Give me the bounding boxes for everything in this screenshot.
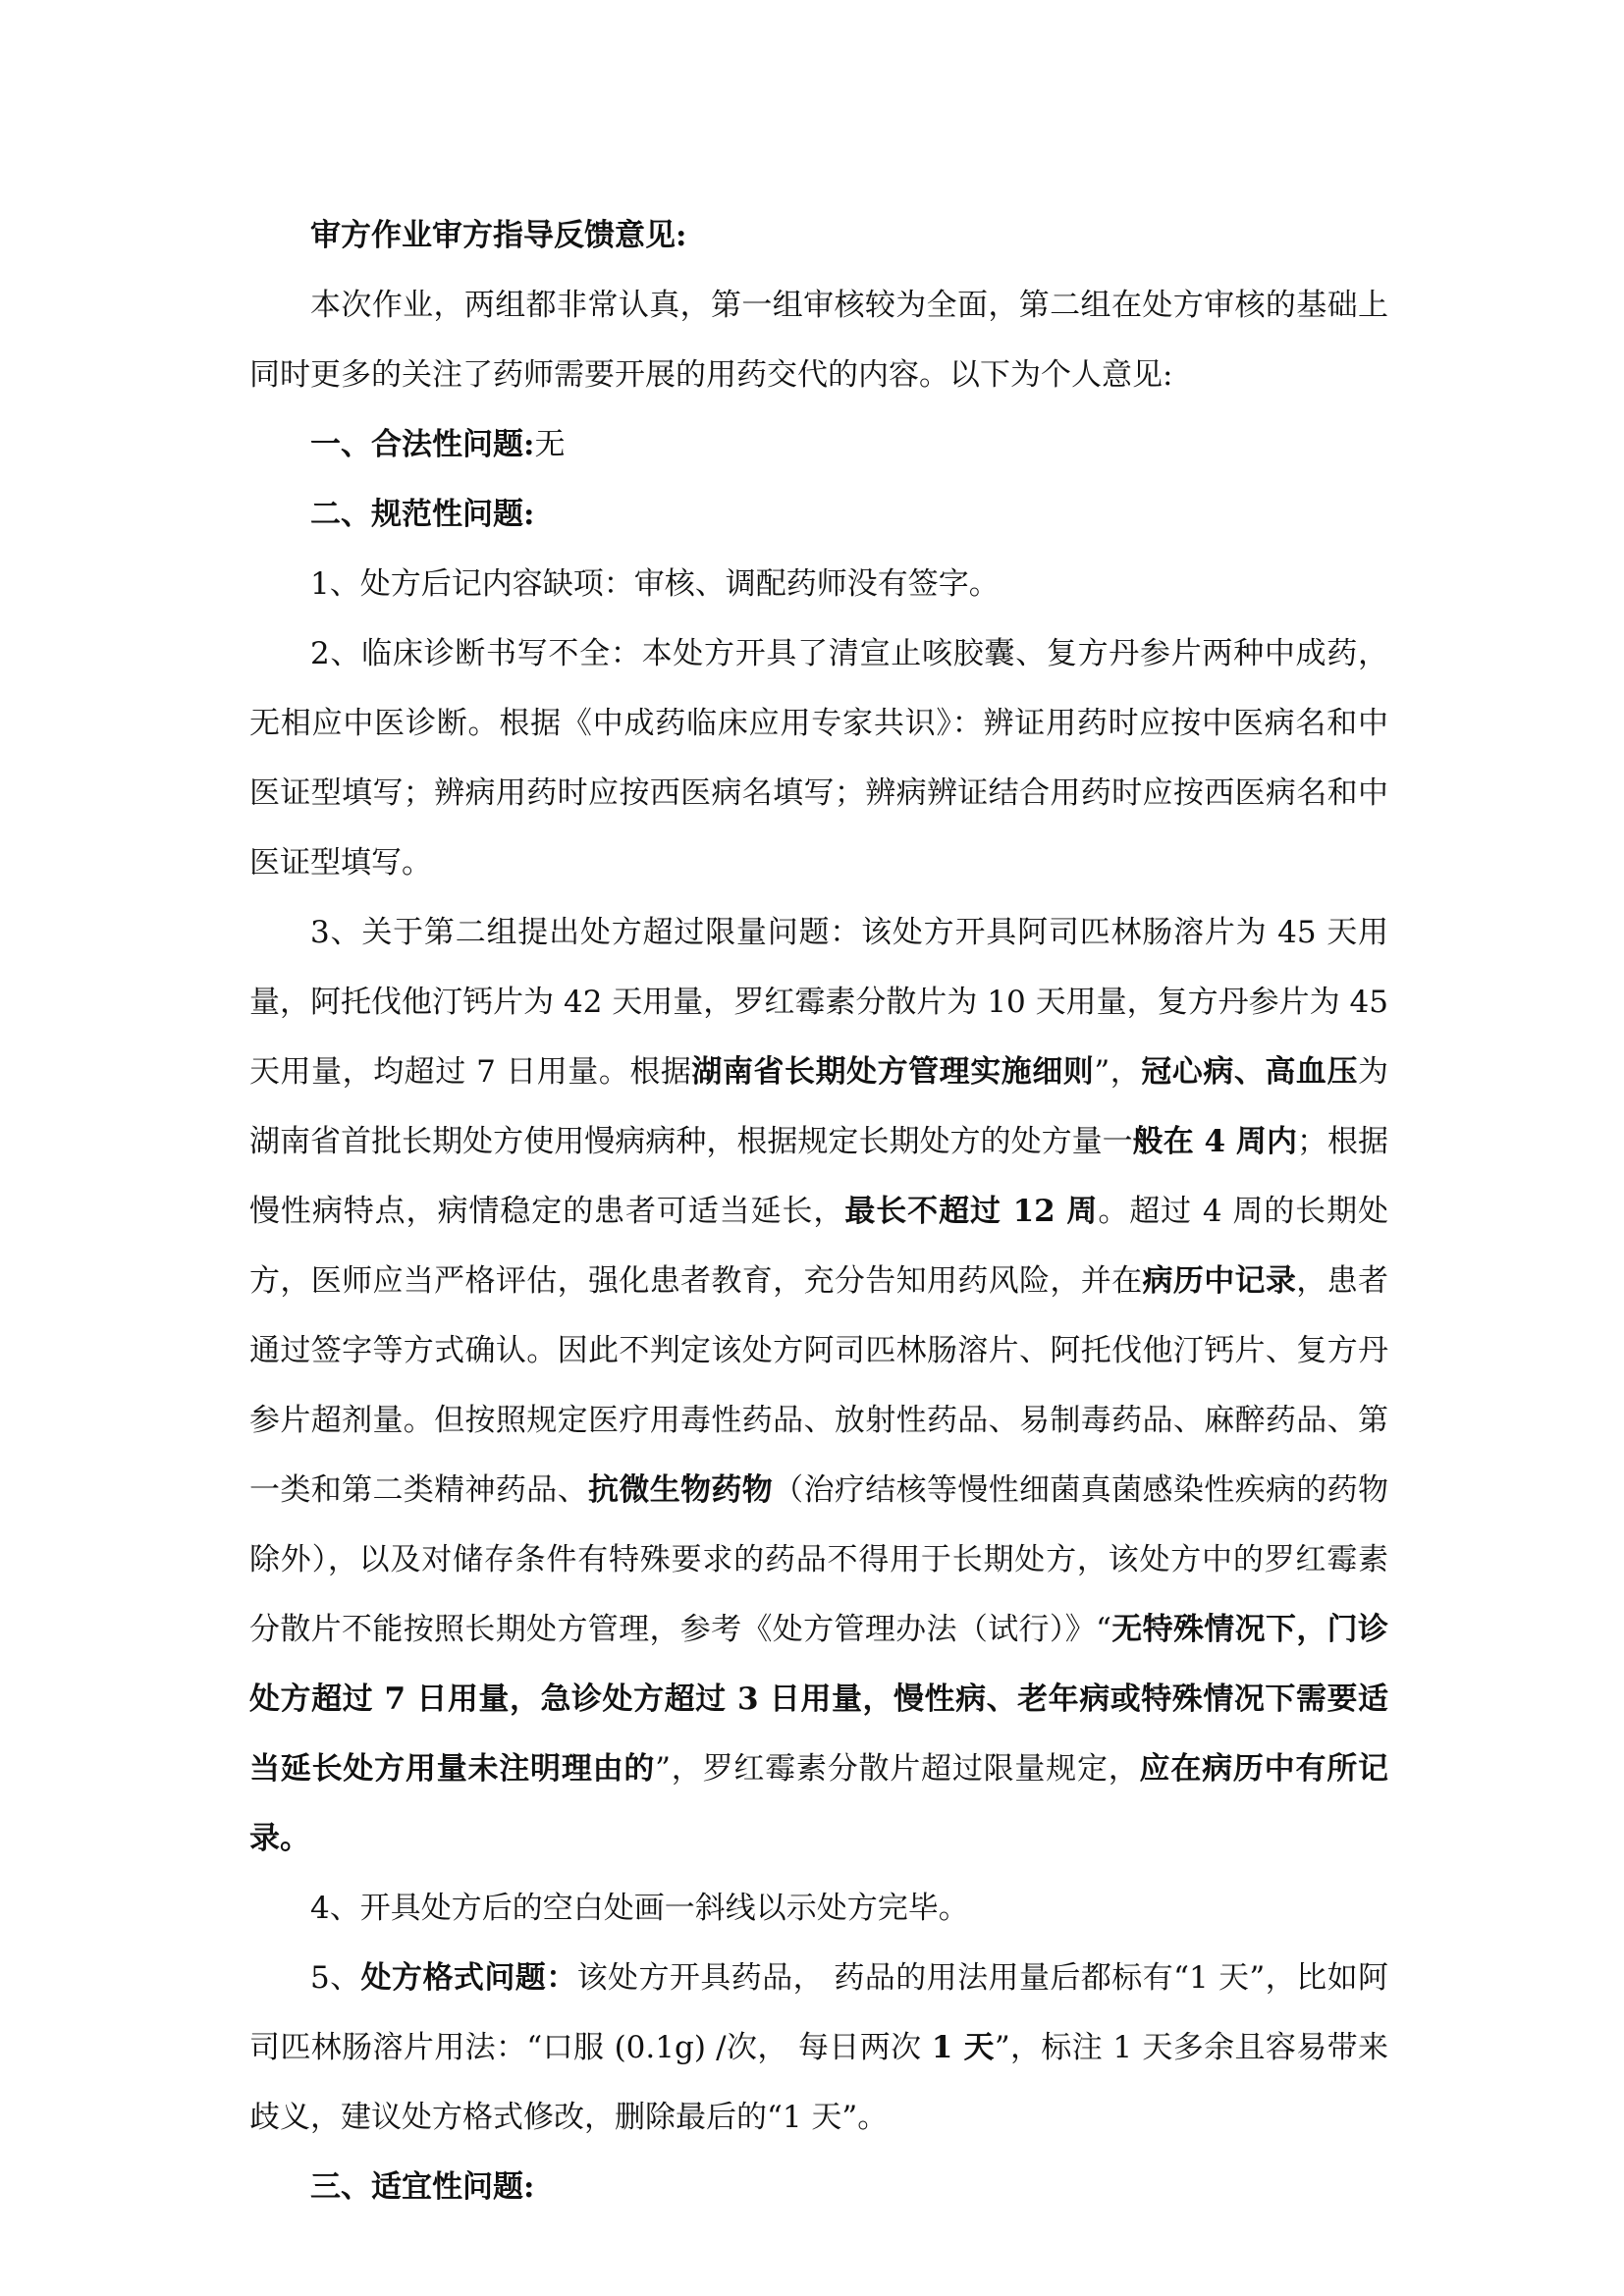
item5-bold-2: 1 天: [931, 2030, 995, 2065]
section-suitability-heading: 三、适宜性问题:: [310, 2169, 535, 2205]
standard-item-1: 1、处方后记内容缺项：审核、调配药师没有签字。: [310, 566, 1000, 602]
document-title: 审方作业审方指导反馈意见:: [310, 218, 687, 253]
item3-text-3: 为湖南省首批长期处方使用慢病病种，根据规定长期处方的处方量一: [249, 1054, 1388, 1159]
intro-paragraph: 本次作业，两组都非常认真，第一组审核较为全面，第二组在处方审核的基础上同时更多的关注了药师需要开展的用药交代的内容。以下为个人意见:: [249, 288, 1388, 393]
item3-bold-5: 病历中记录: [1142, 1263, 1297, 1299]
section-legality: [249, 410, 1388, 480]
item3-text-6: ，患者通过签字等方式确认。因此不判定该处方阿司匹林肠溶片、阿托伐他汀钙片、复方丹参片超剂量。但按照规定医疗用毒性药品、放射性药品、易制毒药品、麻醉药品、第一类和第二类精神药品、: [249, 1263, 1389, 1508]
item3-bold-6: 抗微生物药物: [587, 1472, 774, 1508]
item3-text-2: ”，: [1094, 1054, 1142, 1090]
item3-text-8: ”，罗红霉素分散片超过限量规定，: [655, 1751, 1140, 1787]
item3-bold-8: 应在病历中有所记录。: [249, 1751, 1389, 1856]
item3-bold-1: 湖南省长期处方管理实施细则: [691, 1054, 1095, 1090]
item3-bold-3: 般在 4 周内: [1132, 1124, 1297, 1159]
item3-bold-7: 无特殊情况下，门诊处方超过 7 日用量，急诊处方超过 3 日用量，慢性病、老年病或特殊情况下需要适当延长处方用量未注明理由的: [249, 1612, 1388, 1787]
item3-bold-4: 最长不超过 12 周: [844, 1194, 1099, 1229]
standard-item-4: 4、开具处方后的空白处画一斜线以示处方完毕。: [310, 1891, 969, 1926]
item3-text-7: （治疗结核等慢性细菌真菌感染性疾病的药物除外），以及对储存条件有特殊要求的药品不得用于长期处方，该处方中的罗红霉素分散片不能按照长期处方管理，参考《处方管理办法（试行）》“: [249, 1472, 1389, 1647]
standard-item-3: [249, 898, 1388, 1874]
item5-text-1: 5、: [310, 1960, 361, 1996]
standard-item-2: 2、临床诊断书写不全：本处方开具了清宣止咳胶囊、复方丹参片两种中成药，无相应中医诊断。根据《中成药临床应用专家共识》：辨证用药时应按中医病名和中医证型填写；辨病用药时应按西医病名填写；辨病辨证结合用药时应按西医病名和中医证型填写。: [249, 636, 1388, 881]
item5-bold-1: 处方格式问题：: [360, 1960, 577, 1996]
standard-item-5: [249, 1944, 1388, 2153]
item3-text-4: ；根据慢性病特点，病情稳定的患者可适当延长，: [249, 1124, 1389, 1229]
item5-text-2: 该处方开具药品， 药品的用法用量后都标有“1 天”，比如阿司匹林肠溶片用法：“口服 (0.1g) /次， 每日两次: [249, 1960, 1388, 2065]
document-page: [249, 201, 1388, 2222]
item5-text-3: ”，标注 1 天多余且容易带来歧义，建议处方格式修改，删除最后的“1 天”。: [249, 2030, 1388, 2135]
section-legality-value: 无: [534, 427, 566, 462]
section-legality-heading: 一、合法性问题:: [310, 427, 535, 462]
item3-text-5: 。超过 4 周的长期处方，医师应当严格评估，强化患者教育，充分告知用药风险，并在: [249, 1194, 1388, 1299]
section-standard-heading: 二、规范性问题:: [310, 497, 535, 532]
item3-text-1: 3、关于第二组提出处方超过限量问题：该处方开具阿司匹林肠溶片为 45 天用量，阿托伐他汀钙片为 42 天用量，罗红霉素分散片为 10 天用量，复方丹参片为 45 天用量，均超过 7 日用量。根据: [249, 915, 1388, 1090]
item3-bold-2: 冠心病、高血压: [1141, 1054, 1358, 1090]
